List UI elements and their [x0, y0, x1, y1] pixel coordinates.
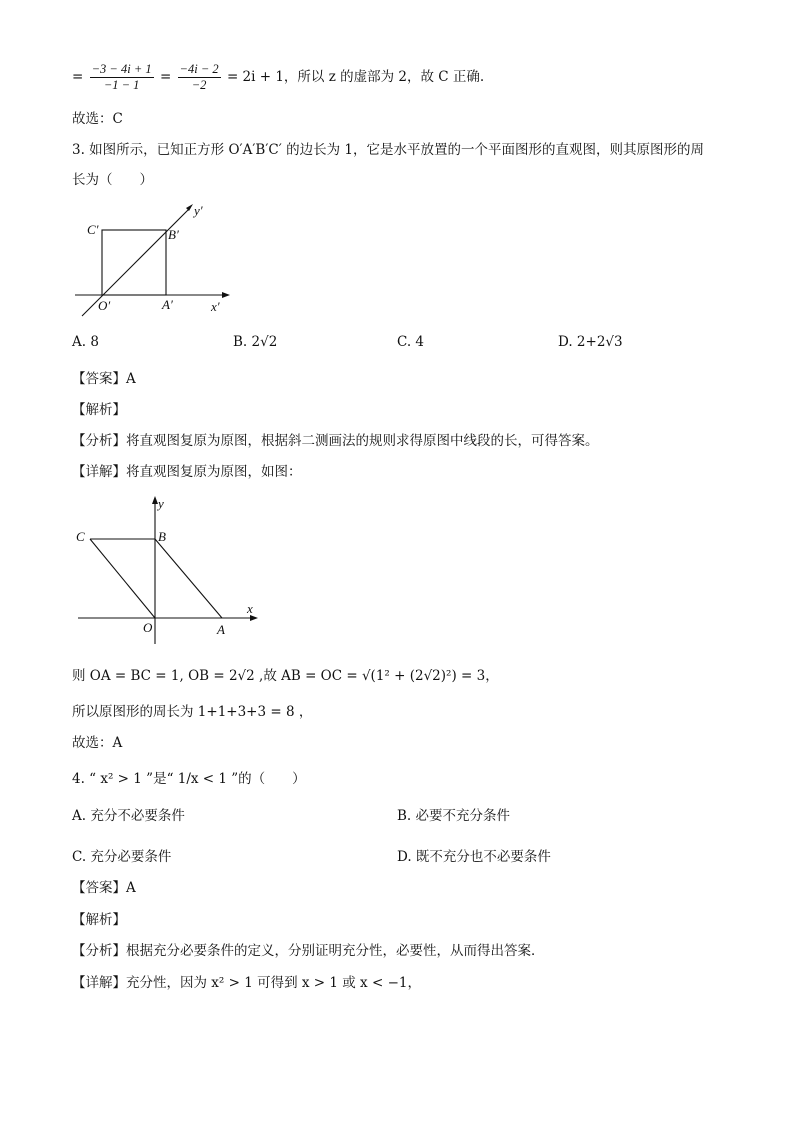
label-y: y — [158, 496, 164, 511]
q4-fenxi: 【分析】根据充分必要条件的定义，分别证明充分性，必要性，从而得出答案． — [72, 943, 545, 959]
segment-ba — [155, 539, 222, 618]
figure-intuitive-diagram — [60, 198, 240, 320]
q3-stem-line-1: 3. 如图所示，已知正方形 O′A′B′C′ 的边长为 1，它是水平放置的一个平面图形的直观图，则其原图形的周 — [72, 142, 704, 158]
q4-stem: 4. “ x² > 1 ”是“ 1/x < 1 ”的（ ） — [72, 771, 306, 787]
fraction-1 — [90, 62, 154, 93]
label-o: O — [143, 620, 153, 635]
figure-original — [70, 496, 270, 646]
fraction-2 — [178, 62, 221, 93]
label-c: C — [76, 529, 85, 544]
q3-xiangjie: 【详解】将直观图复原为原图，如图： — [72, 464, 302, 480]
label-x: x — [247, 601, 253, 616]
label-y-prime: y′ — [194, 203, 203, 218]
choose-line-1: 故选：C — [72, 111, 123, 127]
equals-sign: = — [72, 69, 84, 85]
q4-option-d: D. 既不充分也不必要条件 — [397, 849, 551, 865]
q3-calc-1: 则 OA = BC = 1, OB = 2√2 ,故 AB = OC = √(1² + (2√2)²) = 3， — [72, 668, 499, 684]
q3-option-c: C. 4 — [397, 334, 425, 350]
q4-option-b: B. 必要不充分条件 — [397, 808, 511, 824]
q3-calc-2: 所以原图形的周长为 1+1+3+3 = 8 ， — [72, 704, 313, 720]
label-a-prime: A′ — [162, 297, 173, 312]
q3-jiexi: 【解析】 — [72, 402, 126, 418]
q3-stem-line-2: 长为（ ） — [72, 172, 153, 188]
equation-line — [72, 62, 484, 93]
equals-sign-2: = — [159, 69, 172, 85]
label-c-prime: C′ — [87, 222, 99, 237]
q4-xiangjie: 【详解】充分性，因为 x² > 1 可得到 x > 1 或 x < −1， — [72, 975, 421, 991]
label-o-prime: O′ — [98, 298, 111, 313]
segment-co — [90, 539, 155, 618]
fraction-1-denominator: −1 − 1 — [103, 78, 140, 92]
q3-answer: 【答案】A — [72, 371, 136, 387]
q3-option-d: D. 2+2√3 — [558, 334, 623, 350]
q4-option-c: C. 充分必要条件 — [72, 849, 172, 865]
fraction-2-numerator: −4i − 2 — [179, 62, 219, 76]
label-a: A — [217, 622, 225, 637]
q3-option-a: A. 8 — [72, 334, 99, 350]
label-x-prime: x′ — [211, 299, 220, 314]
fraction-1-numerator: −3 − 4i + 1 — [91, 62, 152, 76]
q4-option-a: A. 充分不必要条件 — [72, 808, 185, 824]
q3-fenxi: 【分析】将直观图复原为原图，根据斜二测画法的规则求得原图中线段的长，可得答案。 — [72, 433, 599, 449]
y-axis-arrow — [186, 204, 193, 211]
label-b: B — [158, 529, 166, 544]
equation-tail: = 2i + 1，所以 z 的虚部为 2，故 C 正确. — [226, 69, 485, 85]
label-b-prime: B′ — [168, 227, 179, 242]
q4-answer: 【答案】A — [72, 880, 136, 896]
q3-choose: 故选：A — [72, 735, 123, 751]
x-axis-arrow — [222, 292, 230, 298]
q3-option-b: B. 2√2 — [233, 334, 278, 350]
square-outline — [102, 230, 166, 295]
q4-jiexi: 【解析】 — [72, 912, 126, 928]
fraction-2-denominator: −2 — [191, 78, 207, 92]
